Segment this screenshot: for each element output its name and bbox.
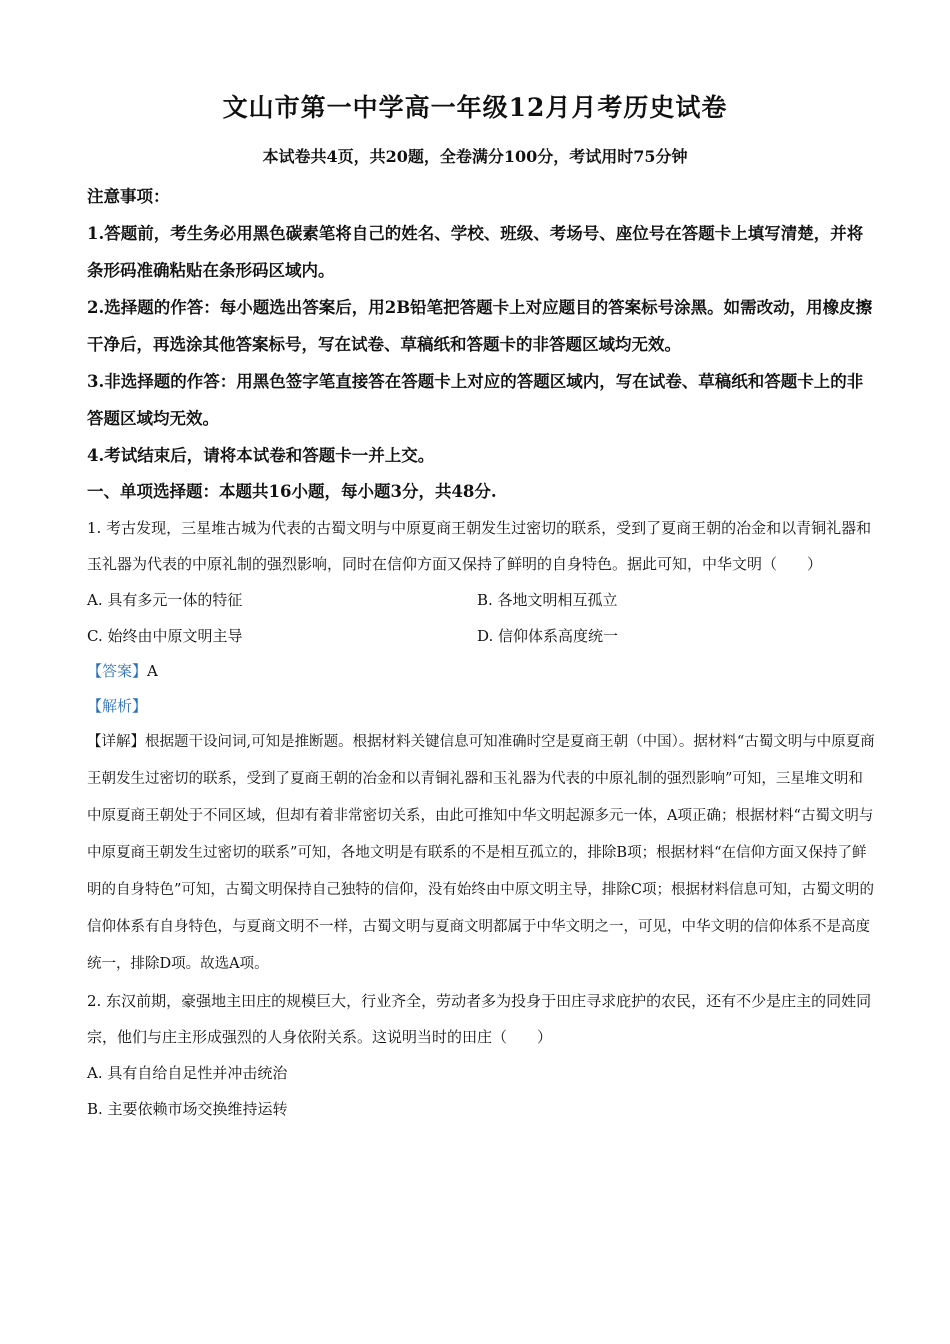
- exam-body: [87, 178, 877, 1127]
- question-1-options: [87, 582, 877, 654]
- answer-tag: 【答案】: [87, 662, 148, 680]
- question-1-option-a: A. 具有多元一体的特征: [87, 591, 243, 609]
- question-1-analysis: [87, 689, 877, 724]
- notice-item-3: 3.非选择题的作答：用黑色签字笔直接答在答题卡上对应的答题区域内，写在试卷、草稿纸和答题卡上的非答题区域均无效。: [87, 372, 864, 428]
- notice-item-4: 4.考试结束后，请将本试卷和答题卡一并上交。: [87, 446, 435, 465]
- question-2-stem: 2. 东汉前期，豪强地主田庄的规模巨大，行业齐全，劳动者多为投身于田庄寻求庇护的农民，还有不少是庄主的同姓同宗，他们与庄主形成强烈的人身依附关系。这说明当时的田庄（ ）: [87, 992, 872, 1046]
- question-1-stem: 1. 考古发现，三星堆古城为代表的古蜀文明与中原夏商王朝发生过密切的联系，受到了夏商王朝的冶金和以青铜礼器和玉礼器为代表的中原礼制的强烈影响，同时在信仰方面又保持了鲜明的自身特色。据此可知，中华文明（ ）: [87, 519, 872, 573]
- question-2-option-a: A. 具有自给自足性并冲击统治: [87, 1064, 288, 1082]
- question-1-answer: [87, 654, 877, 689]
- question-1-option-d: D. 信仰体系高度统一: [477, 627, 619, 645]
- page-title: 文山市第一中学高一年级12月月考历史试卷: [222, 93, 728, 122]
- notice-item-1: 1.答题前，考生务必用黑色碳素笔将自己的姓名、学校、班级、考场号、座位号在答题卡上填写清楚，并将条形码准确粘贴在条形码区域内。: [87, 224, 864, 280]
- notice-heading: 注意事项：: [87, 187, 170, 206]
- question-2-options: [87, 1055, 877, 1127]
- question-1-option-c: C. 始终由中原文明主导: [87, 627, 243, 645]
- question-1-detail: 【详解】根据题干设问词,可知是推断题。根据材料关键信息可知准确时空是夏商王朝（中国）。据材料“古蜀文明与中原夏商王朝发生过密切的联系，受到了夏商王朝的冶金和以青铜礼器和玉礼器为代表的中原礼制的强烈影响”可知，三星堆文明和中原夏商王朝处于不同区域，但却有着非常密切关系，由此可推知中华文明起源多元一体，A项正确；根据材料“古蜀文明与中原夏商王朝发生过密切的联系”可知，各地文明是有联系的不是相互孤立的，排除B项；根据材料“在信仰方面又保持了鲜明的自身特色”可知，古蜀文明保持自己独特的信仰，没有始终由中原文明主导，排除C项；根据材料信息可知，古蜀文明的信仰体系有自身特色，与夏商文明不一样，古蜀文明与夏商文明都属于中华文明之一，可见，中华文明的信仰体系不是高度统一，排除D项。故选A项。: [87, 734, 875, 972]
- question-1-option-b: B. 各地文明相互孤立: [477, 591, 618, 609]
- question-2-option-b: B. 主要依赖市场交换维持运转: [87, 1100, 288, 1118]
- section-heading: 一、单项选择题：本题共16小题，每小题3分，共48分.: [87, 482, 497, 501]
- notice-item-2: 2.选择题的作答：每小题选出答案后，用2B铅笔把答题卡上对应题目的答案标号涂黑。如需改动，用橡皮擦干净后，再选涂其他答案标号，写在试卷、草稿纸和答题卡的非答题区域均无效。: [87, 298, 873, 354]
- analysis-tag: 【解析】: [87, 697, 148, 715]
- answer-value: A: [147, 662, 158, 680]
- exam-info: 本试卷共4页，共20题，全卷满分100分，考试用时75分钟: [262, 147, 688, 166]
